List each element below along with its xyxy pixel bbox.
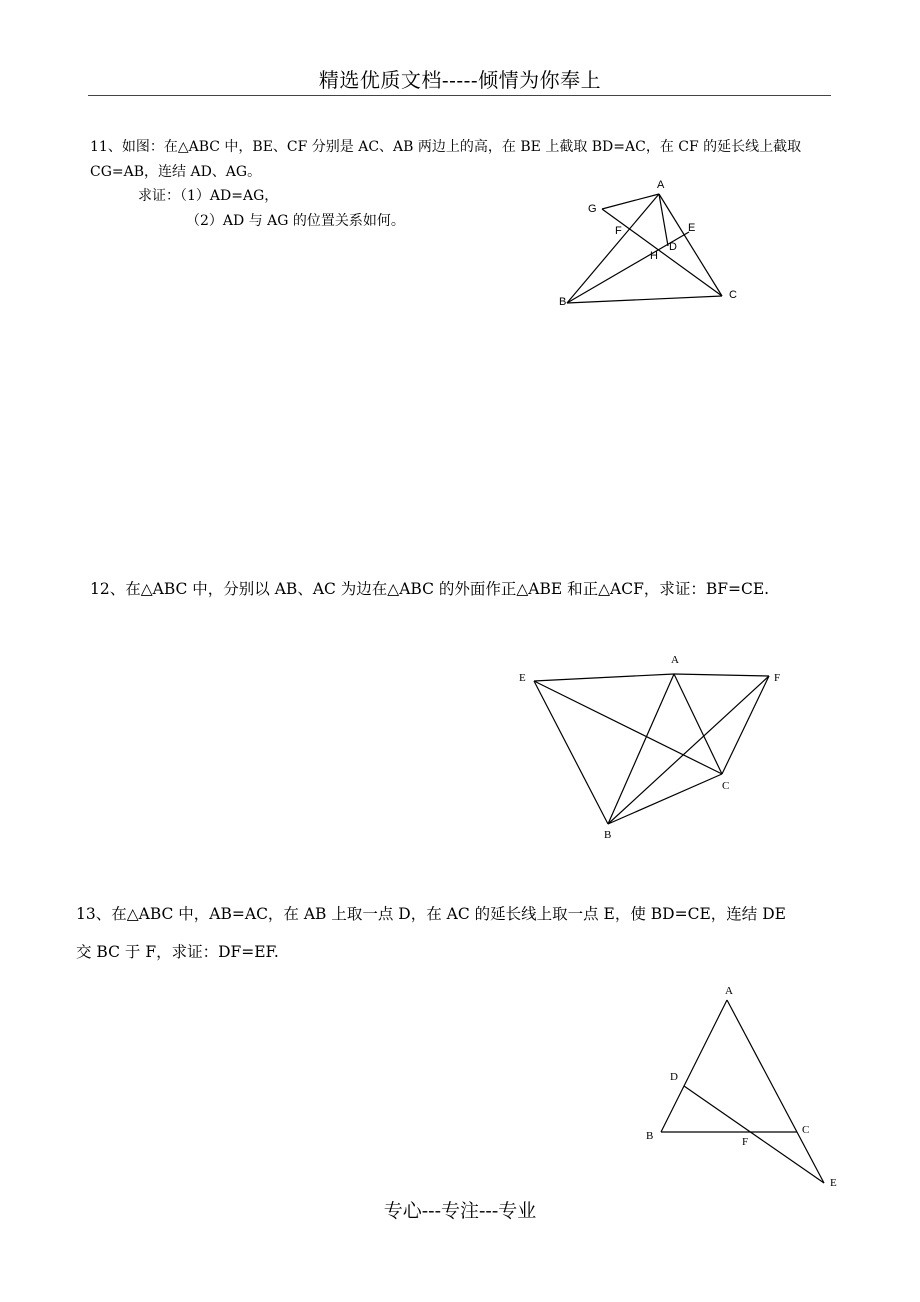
problem-11-line-1: 11、如图：在△ABC 中，BE、CF 分别是 AC、AB 两边上的高，在 BE 上截取 BD=AC，在 CF 的延长线上截取 <box>90 139 802 155</box>
fig12-label-e: E <box>519 672 526 684</box>
page-header-title: 精选优质文档-----倾情为你奉上 <box>318 68 602 92</box>
problem-13-line-1: 13、在△ABC 中，AB=AC，在 AB 上取一点 D，在 AC 的延长线上取一点 E，使 BD=CE，连结 DE <box>76 905 786 923</box>
fig12-label-c: C <box>722 780 730 792</box>
fig13-label-d: D <box>670 1071 678 1083</box>
fig11-label-c: C <box>729 289 737 301</box>
page-footer: 专心---专注---专业 <box>383 1200 537 1222</box>
fig12-label-a: A <box>671 654 679 666</box>
fig11-label-b: B <box>559 296 567 308</box>
fig11-label-e: E <box>688 222 696 234</box>
figure-13-lines <box>661 1000 824 1183</box>
fig11-label-d: D <box>669 241 677 253</box>
fig13-label-f: F <box>742 1136 749 1148</box>
fig11-label-a: A <box>657 179 665 191</box>
fig11-label-h: H <box>650 250 658 262</box>
problem-13-line-2: 交 BC 于 F，求证：DF=EF. <box>76 943 279 961</box>
fig11-label-f: F <box>615 225 622 237</box>
problem-11-line-3: 求证：（1）AD=AG， <box>138 188 279 204</box>
problem-11-line-2: CG=AB，连结 AD、AG。 <box>90 164 262 180</box>
fig12-label-f: F <box>774 672 781 684</box>
fig11-label-g: G <box>588 203 597 215</box>
fig12-label-b: B <box>604 829 612 841</box>
fig13-label-a: A <box>725 985 733 997</box>
fig13-label-b: B <box>646 1130 654 1142</box>
problem-11-line-4: （2）AD 与 AG 的位置关系如何。 <box>186 213 405 229</box>
fig13-label-c: C <box>802 1124 810 1136</box>
fig13-label-e: E <box>830 1177 837 1189</box>
problem-12-line-1: 12、在△ABC 中，分别以 AB、AC 为边在△ABC 的外面作正△ABE 和正△ACF，求证：BF=CE. <box>90 580 770 598</box>
